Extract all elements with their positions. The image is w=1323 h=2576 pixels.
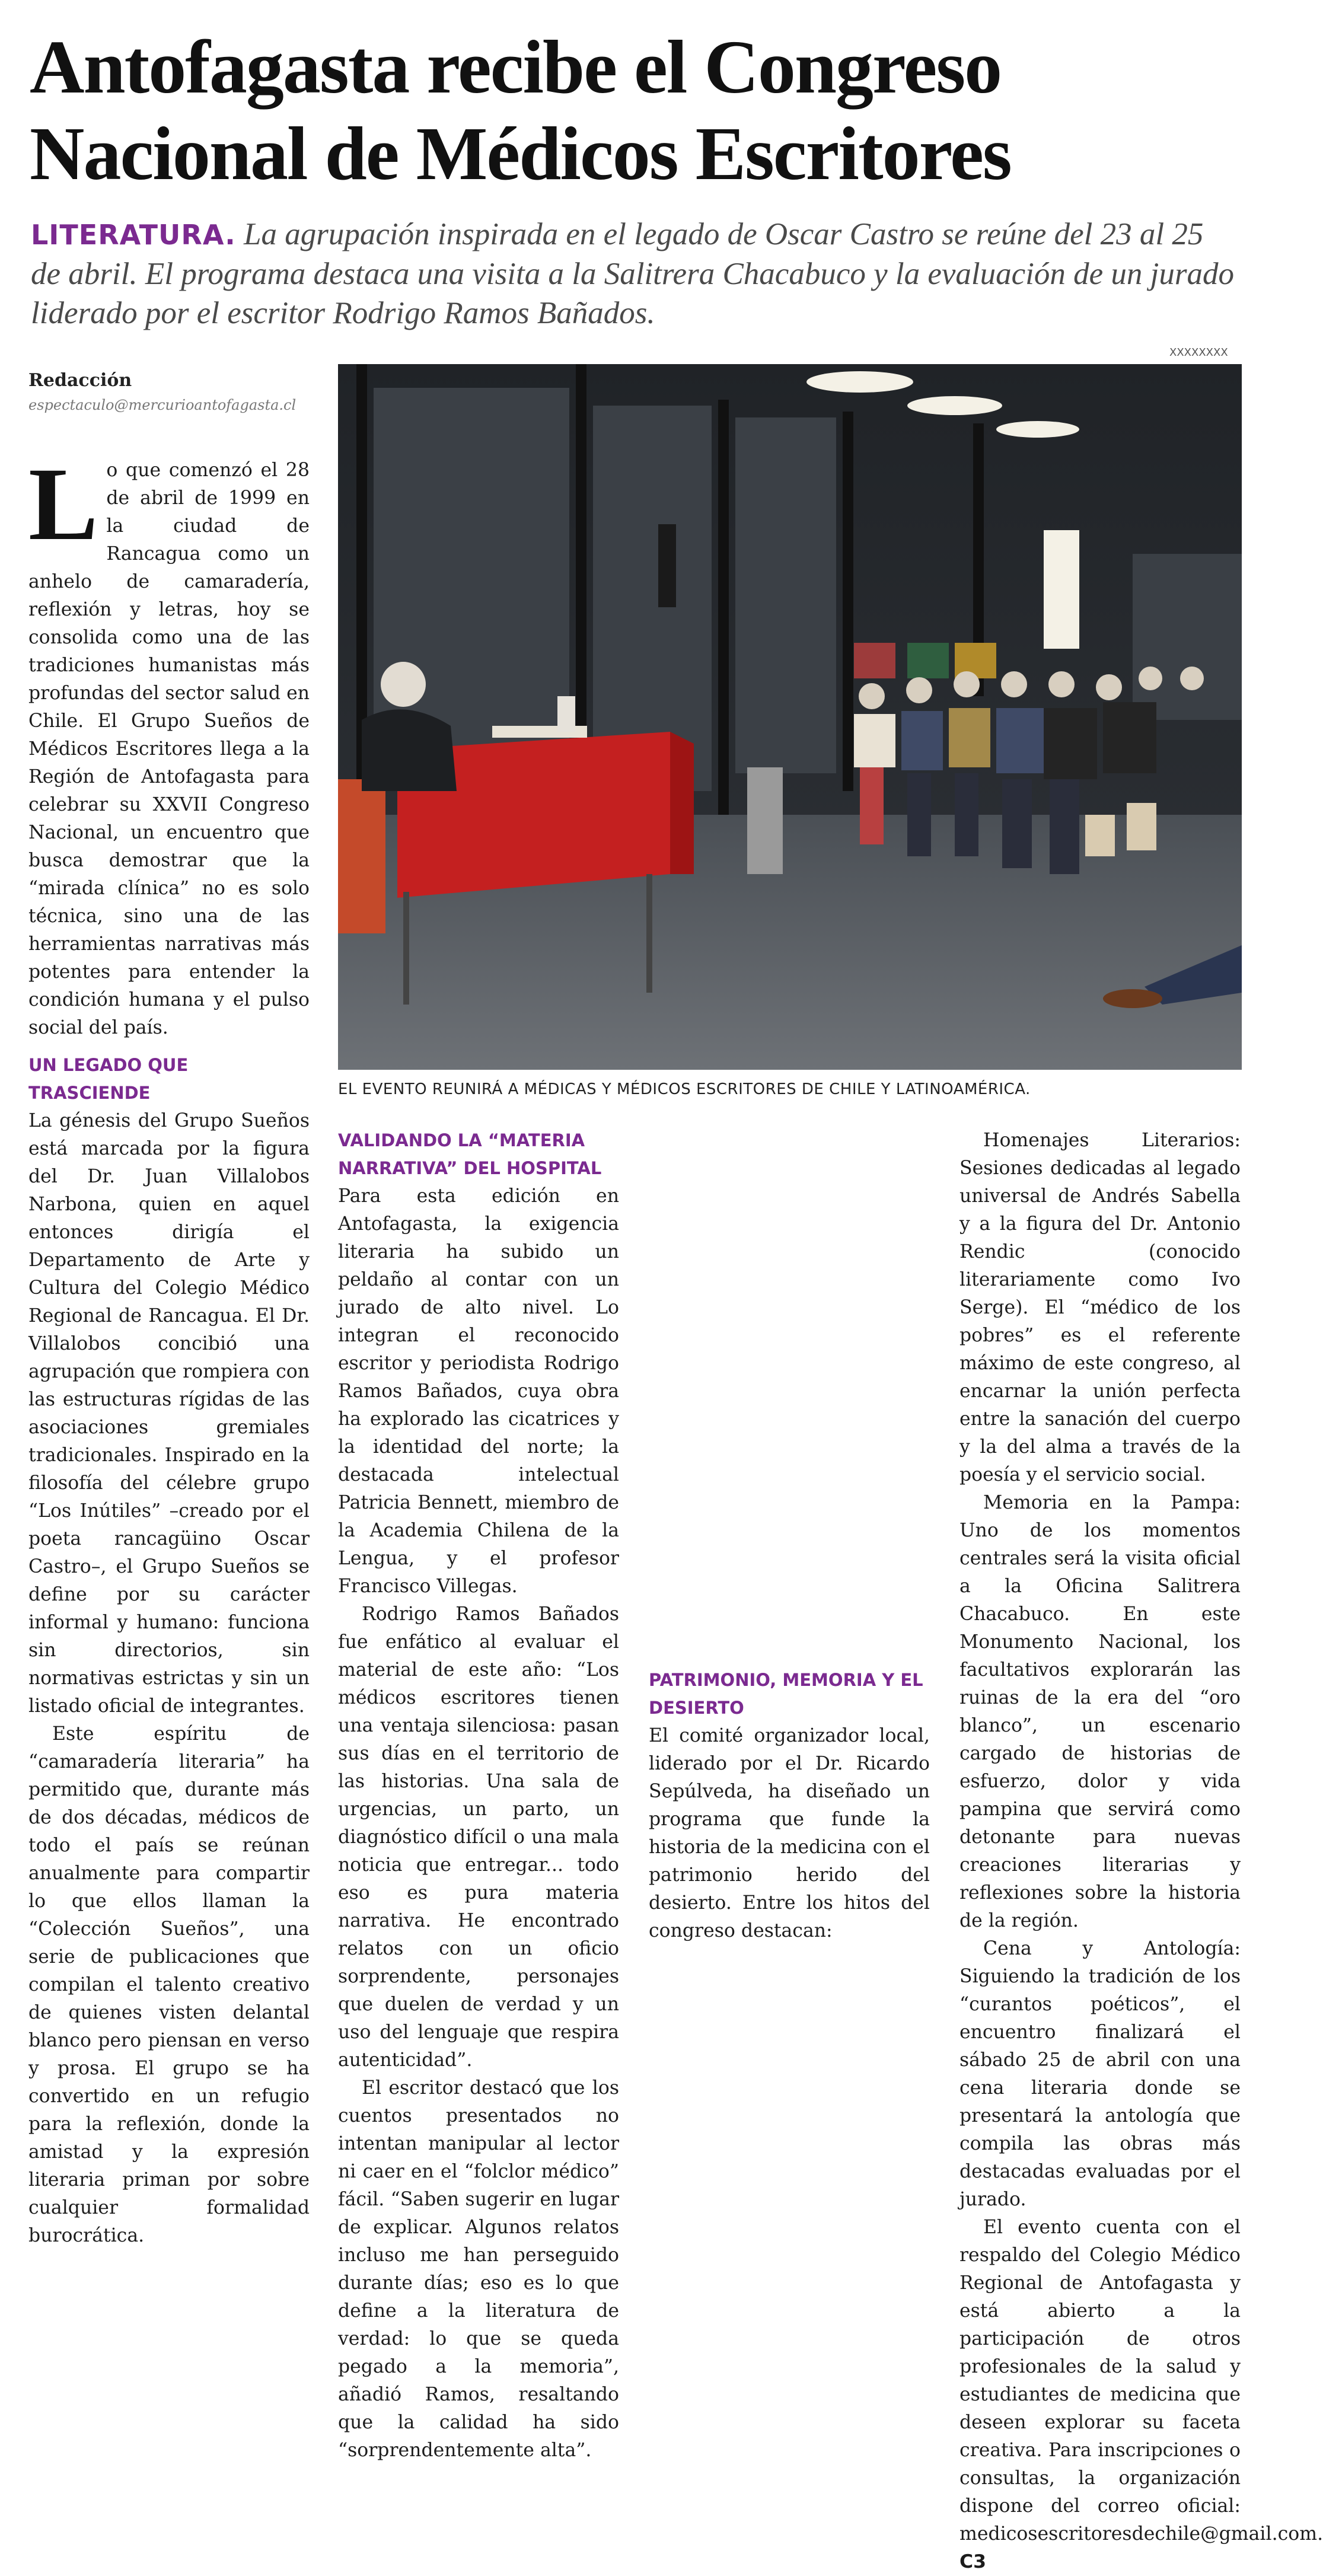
paragraph: El evento cuenta con el respaldo del Colegio Médico Regional de Antofagasta y está abierto a la participación de otros profesionales de la salud y estudiantes de medicina que deseen explorar su faceta creativa. Para inscripciones o consultas, la organización dispone del correo oficial: medicosescritoresdechile@gmail.com. C3 [959, 2217, 1323, 2572]
deck [31, 215, 1241, 333]
author-email[interactable]: espectaculo@mercurioantofagasta.cl [28, 397, 297, 413]
event-photo [338, 364, 1242, 1070]
column-4 [959, 1127, 1323, 2576]
subheading-patrimonio: PATRIMONIO, MEMORIA Y EL DESIERTO [649, 1670, 923, 1718]
paragraph: Para esta edición en Antofagasta, la exigencia literaria ha subido un peldaño al contar con un jurado de alto nivel. Lo integran el reconocido escritor y periodista Rodrigo Ramos Bañados, cuya obra ha explorado las cicatrices y la identidad del norte; la destacada intelectual Patricia Bennett, miembro de la Academia Chilena de la Lengua, y el profesor Francisco Villegas. [338, 1185, 619, 1597]
intro-paragraph: Lo que comenzó el 28 de abril de 1999 en la ciudad de Rancagua como un anhelo de camaradería, reflexión y letras, hoy se consolida como una de las tradiciones humanistas más profundas del sector salud en Chile. El Grupo Sueños de Médicos Escritores llega a la Región de Antofagasta para celebrar su XXVII Congreso Nacional, un encuentro que busca demostrar que la “mirada clínica” no es solo técnica, sino una de las herramientas narrativas más potentes para entender la condición humana y el pulso social del país. [28, 447, 310, 1038]
paragraph: La génesis del Grupo Sueños está marcada por la figura del Dr. Juan Villalobos Narbona, quien en aquel entonces dirigía el Departamento de Arte y Cultura del Colegio Médico Regional de Rancagua. El Dr. Villalobos concibió una agrupación que rompiera con las estructuras rígidas de las asociaciones gremiales tradicionales. Inspirado en la filosofía del célebre grupo “Los Inútiles” –creado por el poeta rancagüino Oscar Castro–, el Grupo Sueños se define por su carácter informal y humano: funciona sin directorios, sin normativas estrictas y sin un listado oficial de integrantes. [28, 1110, 310, 1717]
paragraph: Cena y Antología: Siguiendo la tradición de los “curantos poéticos”, el encuentro finalizará el sábado 25 de abril con una cena literaria donde se presentará la antología que compila las obras más destacadas evaluadas por el jurado. [959, 1938, 1241, 2210]
subheading-legado: UN LEGADO QUE TRASCIENDE [28, 1055, 189, 1103]
paragraph: Rodrigo Ramos Bañados fue enfático al evaluar el material de este año: “Los médicos escritores tienen una ventaja silenciosa: pasan sus días en el territorio de las historias. Una sala de urgencias, un parto, un diagnóstico difícil o una mala noticia que entregar... todo eso es pura materia narrativa. He encontrado relatos con un oficio sorprendente, personajes que duelen de verdad y un uso del lenguaje que respira autenticidad”. [338, 1603, 619, 2071]
kicker: LITERATURA. [31, 219, 236, 251]
byline [28, 370, 325, 413]
headline: Antofagasta recibe el Congreso Nacional de Médicos Escritores [30, 25, 1011, 196]
paragraph: Memoria en la Pampa: Uno de los momentos centrales será la visita oficial a la Oficina Salitrera Chacabuco. En este Monumento Nacional, los facultativos explorarán las ruinas de la era del “oro blanco”, un escenario cargado de historias de esfuerzo, dolor y vida pampina que servirá como detonante para nuevas creaciones literarias y reflexiones sobre la historia de la región. [959, 1492, 1241, 1931]
column-1 [28, 447, 310, 2250]
end-mark: C3 [959, 2551, 987, 2572]
paragraph: El escritor destacó que los cuentos presentados no intentan manipular al lector ni caer en el “folclor médico” fácil. “Saben sugerir en lugar de explicar. Algunos relatos incluso me han perseguido durante días; eso es lo que define a la literatura de verdad: lo que se queda pegado a la memoria”, añadió Ramos, resaltando que la calidad ha sido “sorprendentemente alta”. [338, 2077, 619, 2461]
paragraph: Este espíritu de “camaradería literaria” ha permitido que, durante más de dos décadas, médicos de todo el país se reúnan anualmente para compartir lo que ellos llaman la “Colección Sueños”, una serie de publicaciones que compilan el talento creativo de quienes visten delantal blanco pero piensan en verso y prosa. El grupo se ha convertido en un refugio para la reflexión, donde la amistad y la expresión literaria priman por sobre cualquier formalidad burocrática. [28, 1723, 310, 2246]
paragraph: Homenajes Literarios: Sesiones dedicadas al legado universal de Andrés Sabella y a la figura del Dr. Antonio Rendic (conocido literariamente como Ivo Serge). El “médico de los pobres” es el referente máximo de este congreso, al encarnar la unión perfecta entre la sanación del cuerpo y la del alma a través de la poesía y el servicio social. [959, 1130, 1241, 1485]
paragraph: El comité organizador local, liderado por el Dr. Ricardo Sepúlveda, ha diseñado un programa que funde la historia de la medicina con el patrimonio herido del desierto. Entre los hitos del congreso destacan: [649, 1725, 930, 1941]
subheading-validando: VALIDANDO LA “MATERIA NARRATIVA” DEL HOSPITAL [338, 1130, 602, 1178]
drop-cap: L [28, 447, 98, 562]
photo-caption: EL EVENTO REUNIRÁ A MÉDICAS Y MÉDICOS ESCRITORES DE CHILE Y LATINOAMÉRICA. [338, 1080, 1031, 1098]
author: Redacción [28, 370, 132, 391]
photo-tag: XXXXXXXX [1169, 346, 1228, 359]
deck-text: La agrupación inspirada en el legado de Oscar Castro se reúne del 23 al 25 de abril. El programa destaca una visita a la Salitrera Chacabuco y la evaluación de un jurado liderado por el escritor Rodrigo Ramos Bañados. [31, 217, 1234, 330]
column-3 [649, 1666, 930, 1945]
column-2 [338, 1127, 619, 2465]
event-photo-illustration [338, 364, 1242, 1070]
